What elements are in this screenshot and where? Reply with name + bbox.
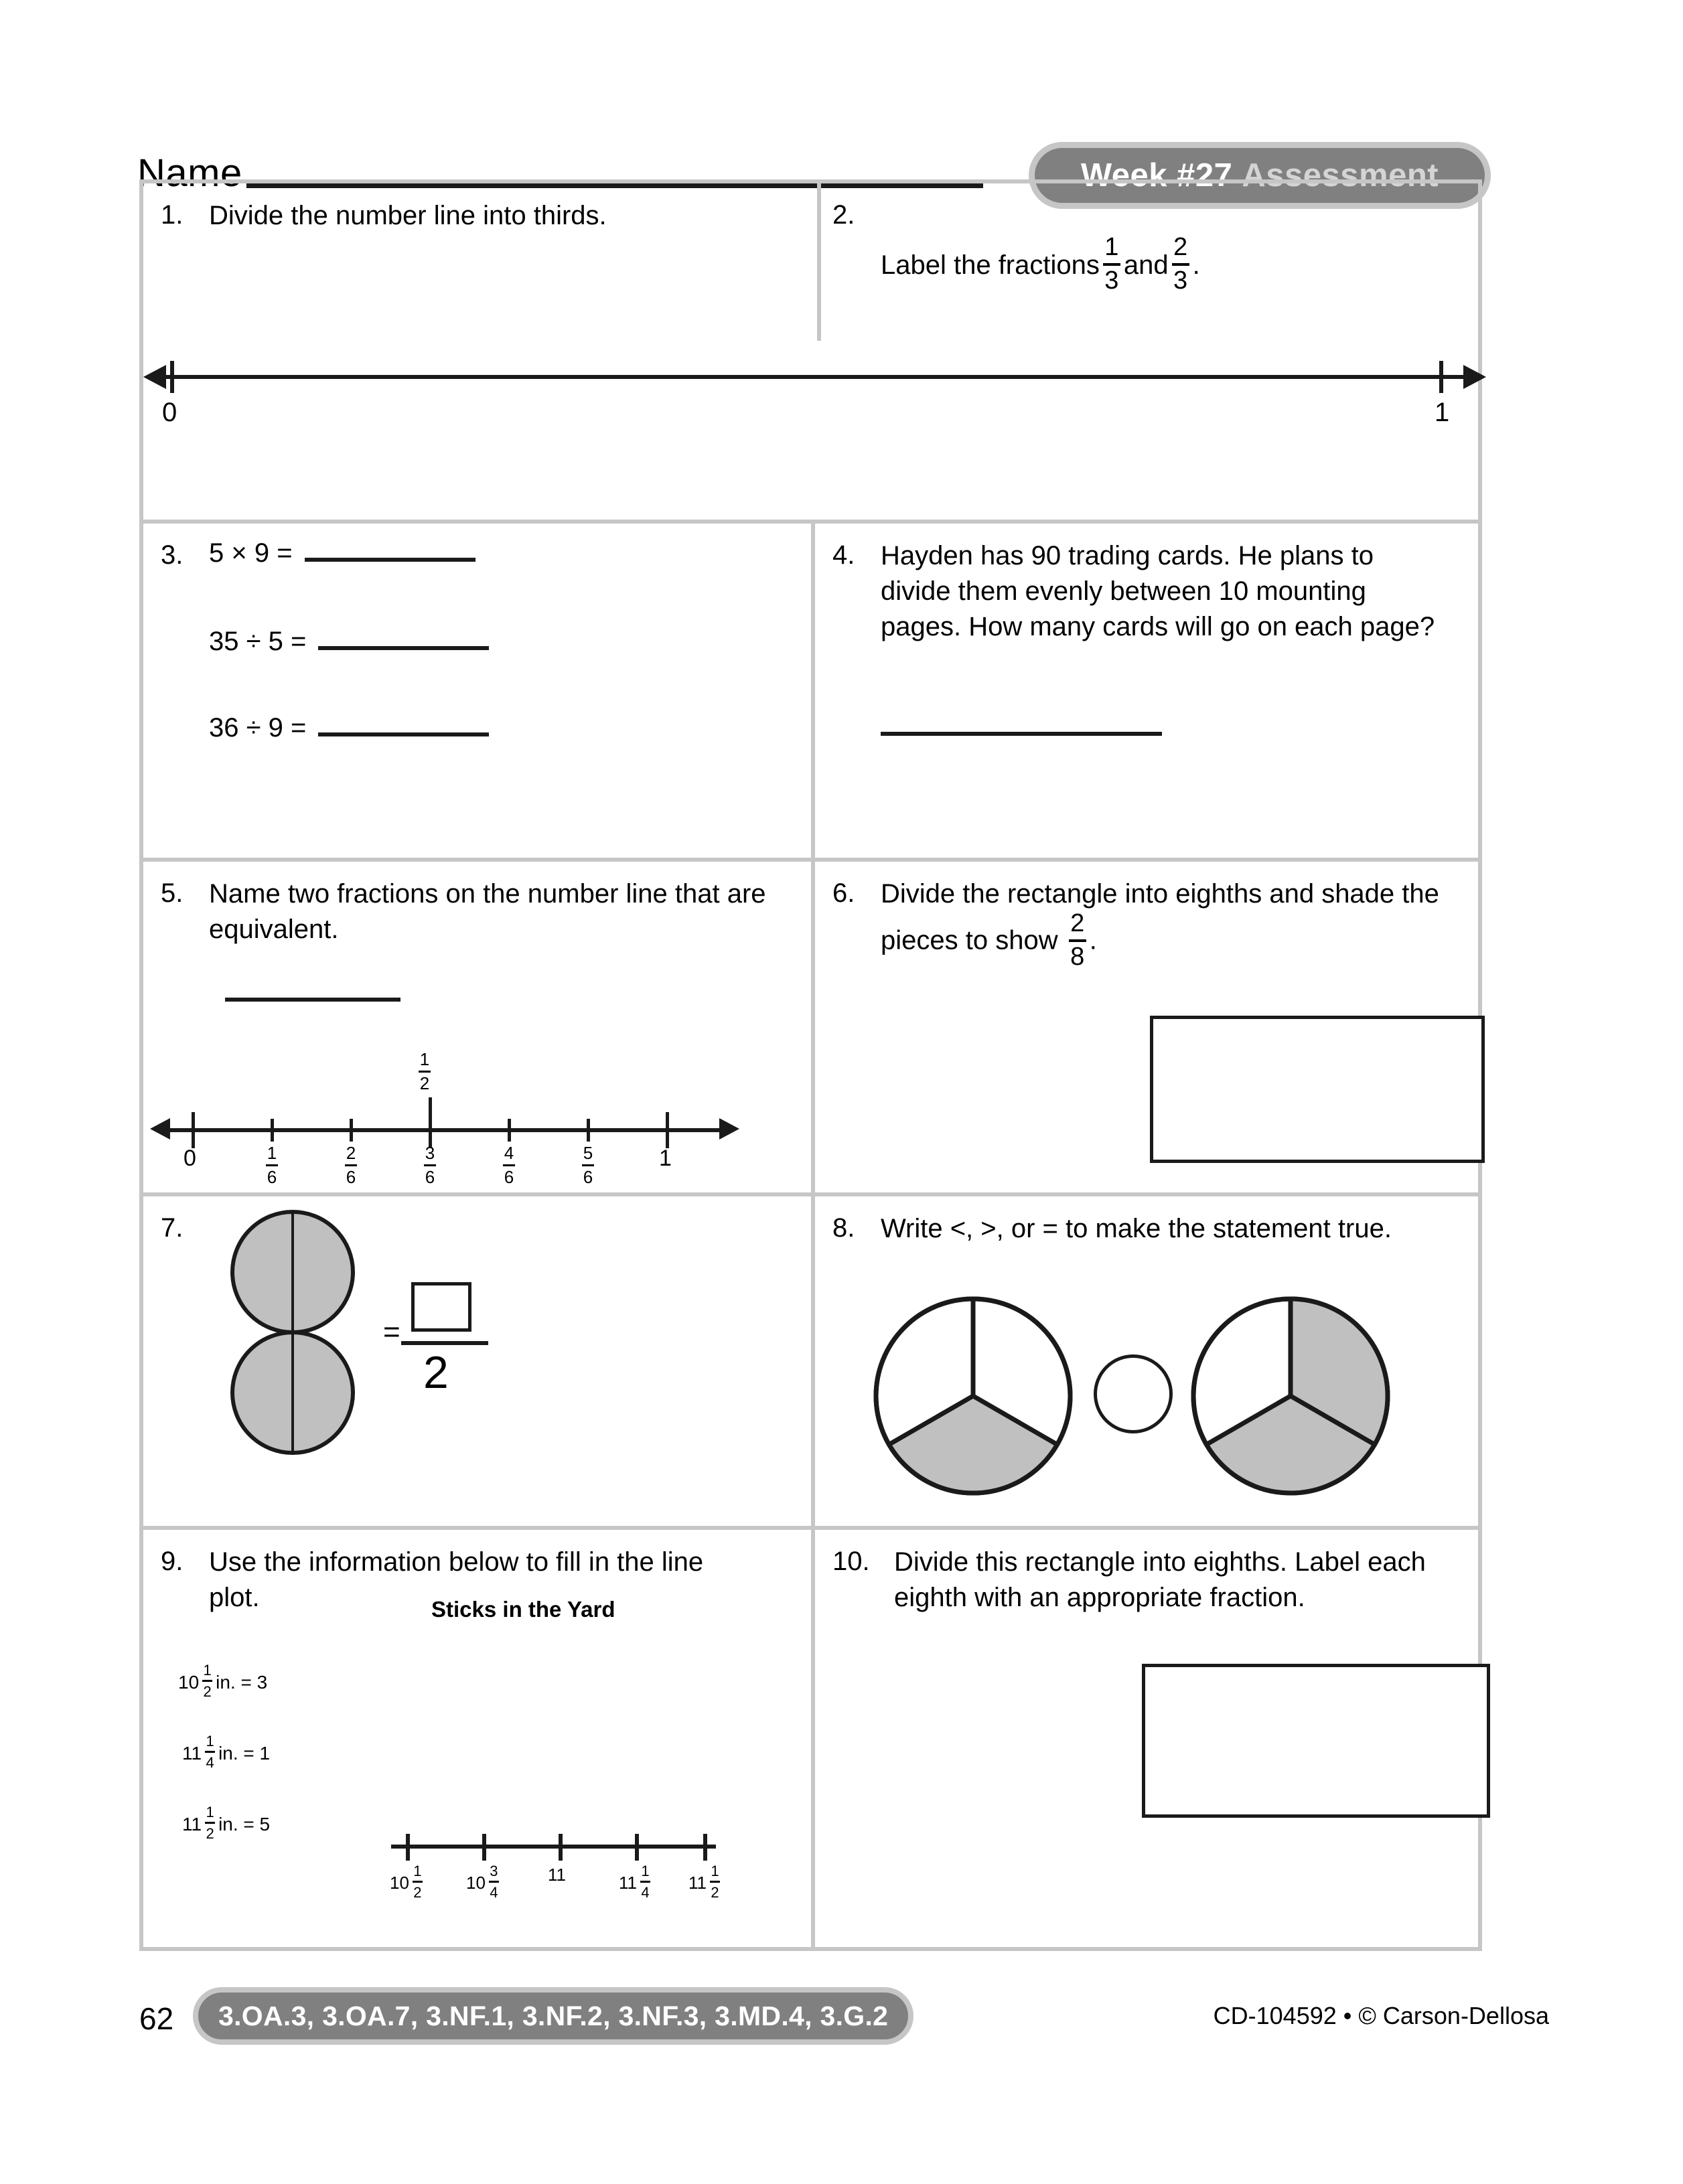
data-entry-2: 11 $\frac{1}{4}$ in. = 1	[182, 1733, 271, 1772]
lp-label-1: 10 $\frac{1}{2}$	[390, 1863, 422, 1901]
standards-badge	[193, 1987, 913, 2045]
tick-2-6	[350, 1119, 353, 1142]
lp-label-4: 11 $\frac{1}{4}$	[619, 1863, 650, 1901]
number-line-label-0: 0	[162, 398, 177, 427]
problem-cell-4	[815, 524, 1478, 858]
problem-9-text: Use the information below to fill in the line plot.	[209, 1547, 704, 1612]
tick-one	[1439, 361, 1443, 393]
data-entry-1: 10 $\frac{1}{2}$ in. = 3	[178, 1662, 268, 1701]
problem-2-number: 2.	[832, 200, 855, 230]
problem-8-number: 8.	[832, 1213, 855, 1243]
lp-tick-1	[406, 1834, 410, 1861]
fraction-bar	[401, 1341, 488, 1345]
number-line-label-1: 1	[1435, 398, 1450, 427]
answer-circle-comparison[interactable]	[1094, 1354, 1173, 1433]
equals-sign: =	[383, 1316, 400, 1348]
number-line-q1[interactable]	[143, 348, 1486, 428]
problem-2-text-middle: and	[1123, 250, 1169, 281]
arrow-left-icon	[143, 365, 166, 389]
fraction-numerator: 2	[1173, 233, 1188, 261]
number-line-label-2-6: $\frac{2}{6}$	[346, 1143, 356, 1188]
page-header	[0, 67, 1683, 195]
tick-1-6	[271, 1119, 274, 1142]
tick-0	[192, 1112, 195, 1148]
fraction-two-eighths	[1069, 911, 1086, 971]
arrow-left-icon	[150, 1118, 170, 1140]
rectangle-to-divide-q10[interactable]	[1142, 1664, 1490, 1818]
problem-cell-9	[143, 1530, 815, 1947]
lp-tick-5	[703, 1834, 707, 1861]
assessment-label: Assessment	[1242, 157, 1439, 193]
problem-6-text-before: Divide the rectangle into eighths and shade the pieces to show	[880, 879, 1439, 955]
shaded-circle-top	[230, 1210, 355, 1334]
fraction-numerator: 1	[419, 1049, 430, 1069]
arrow-right-icon	[719, 1118, 739, 1140]
problem-row-2	[143, 524, 1478, 862]
problem-cell-10	[815, 1530, 1478, 1947]
page-number: 62	[139, 2001, 174, 2036]
equation-3-expression: 36 ÷ 9 =	[209, 713, 307, 743]
problem-4-text: Hayden has 90 trading cards. He plans to divide them evenly between 10 mounting pages. How many cards will go on each page?	[880, 541, 1435, 641]
lp-label-3: 11	[548, 1865, 566, 1885]
tick-3-6	[429, 1097, 432, 1148]
row1-column-divider	[817, 183, 821, 341]
week-number-label: Week #27	[1080, 157, 1233, 193]
number-line-label-5-6: $\frac{5}{6}$	[583, 1143, 593, 1188]
fraction-denominator-2: 2	[423, 1347, 449, 1398]
equation-1	[209, 538, 475, 568]
equation-2	[209, 627, 489, 657]
problem-10-number: 10.	[832, 1547, 870, 1576]
lp-label-2: 10 $\frac{3}{4}$	[466, 1863, 498, 1901]
answer-blank-eq3[interactable]	[318, 732, 489, 736]
answer-blank-eq1[interactable]	[305, 558, 475, 562]
fraction-numerator: 2	[1070, 909, 1085, 937]
answer-blank-q4[interactable]	[881, 732, 1162, 736]
lp-label-5: 11 $\frac{1}{2}$	[688, 1863, 719, 1901]
equation-2-expression: 35 ÷ 5 =	[209, 627, 307, 656]
lp-tick-4	[635, 1834, 639, 1861]
problem-2-text-before: Label the fractions	[880, 250, 1100, 281]
problem-6-text	[881, 876, 1443, 972]
problem-row-1	[143, 183, 1478, 524]
tick-4-6	[508, 1119, 511, 1142]
problem-6-text-after: .	[1089, 925, 1097, 955]
copyright-notice: CD-104592 • © Carson-Dellosa	[1213, 2002, 1549, 2029]
problem-row-3	[143, 862, 1478, 1196]
fraction-bar	[1069, 939, 1086, 942]
number-line-axis	[170, 1128, 719, 1132]
page-footer	[0, 1982, 1683, 2062]
arrow-right-icon	[1463, 365, 1486, 389]
line-plot-title: Sticks in the Yard	[431, 1597, 615, 1622]
number-line-label-1-6: $\frac{1}{6}$	[267, 1143, 277, 1188]
problem-10-text: Divide this rectangle into eighths. Label each eighth with an appropriate fraction.	[893, 1547, 1426, 1612]
problem-5-text: Name two fractions on the number line that are equivalent.	[209, 879, 766, 944]
fraction-denominator: 3	[1173, 266, 1188, 295]
problem-row-4	[143, 1196, 1478, 1530]
number-line-label-one-half	[415, 1049, 434, 1095]
number-line-q5[interactable]	[150, 1049, 753, 1210]
thirds-circle-left	[873, 1296, 1074, 1496]
line-plot-q9[interactable]	[391, 1818, 766, 1905]
problem-cell-7	[143, 1196, 815, 1526]
fraction-denominator: 2	[419, 1073, 430, 1094]
fraction-two-thirds	[1172, 234, 1189, 295]
thirds-circle-right	[1190, 1296, 1391, 1496]
fraction-bar	[419, 1071, 431, 1073]
rectangle-to-divide-q6[interactable]	[1150, 1016, 1485, 1163]
number-line-label-0: 0	[184, 1146, 196, 1171]
problem-7-number: 7.	[161, 1213, 184, 1243]
equation-3	[209, 713, 489, 743]
problem-8-text: Write <, >, or = to make the statement true.	[880, 1214, 1392, 1243]
answer-blank-eq2[interactable]	[318, 646, 489, 650]
problem-2-text	[880, 233, 1461, 296]
fraction-bar	[1172, 263, 1189, 266]
fraction-denominator: 8	[1070, 942, 1085, 971]
data-entry-3: 11 $\frac{1}{2}$ in. = 5	[182, 1804, 271, 1843]
answer-blank-q5[interactable]	[225, 998, 400, 1002]
number-line-label-3-6: $\frac{3}{6}$	[425, 1143, 435, 1188]
line-plot-axis	[391, 1845, 716, 1849]
problem-row-5	[143, 1530, 1478, 1947]
lp-tick-3	[559, 1834, 563, 1861]
fraction-one-third	[1103, 234, 1120, 295]
tick-zero	[170, 361, 174, 393]
equation-1-expression: 5 × 9 =	[209, 538, 293, 568]
answer-box-numerator[interactable]	[411, 1282, 471, 1332]
tick-1	[666, 1112, 669, 1148]
problem-cell-3	[143, 524, 815, 858]
problem-cell-5	[143, 862, 815, 1192]
problem-3-number: 3.	[161, 540, 184, 570]
problem-1-number: 1.	[161, 200, 184, 230]
problems-grid	[139, 179, 1482, 1951]
shaded-circle-bottom	[230, 1330, 355, 1455]
name-label: Name	[137, 151, 242, 195]
problem-6-number: 6.	[832, 878, 855, 908]
lp-tick-2	[482, 1834, 486, 1861]
number-line-label-4-6: $\frac{4}{6}$	[504, 1143, 514, 1188]
standards-list: 3.OA.3, 3.OA.7, 3.NF.1, 3.NF.2, 3.NF.3, 3.MD.4, 3.G.2	[218, 2000, 889, 2031]
problem-2-text-after: .	[1192, 250, 1200, 281]
fraction-one-half	[419, 1050, 431, 1093]
problem-5-number: 5.	[161, 878, 184, 908]
number-line-axis	[162, 375, 1467, 379]
fraction-bar	[1103, 263, 1120, 266]
problem-1-text: Divide the number line into thirds.	[209, 201, 607, 230]
problem-cell-6	[815, 862, 1478, 1192]
fraction-numerator: 1	[1104, 233, 1119, 261]
fraction-denominator: 3	[1104, 266, 1119, 295]
number-line-label-1: 1	[659, 1146, 672, 1171]
problem-9-number: 9.	[161, 1547, 184, 1576]
tick-5-6	[587, 1119, 590, 1142]
problem-4-number: 4.	[832, 540, 855, 570]
problem-cell-8	[815, 1196, 1478, 1526]
